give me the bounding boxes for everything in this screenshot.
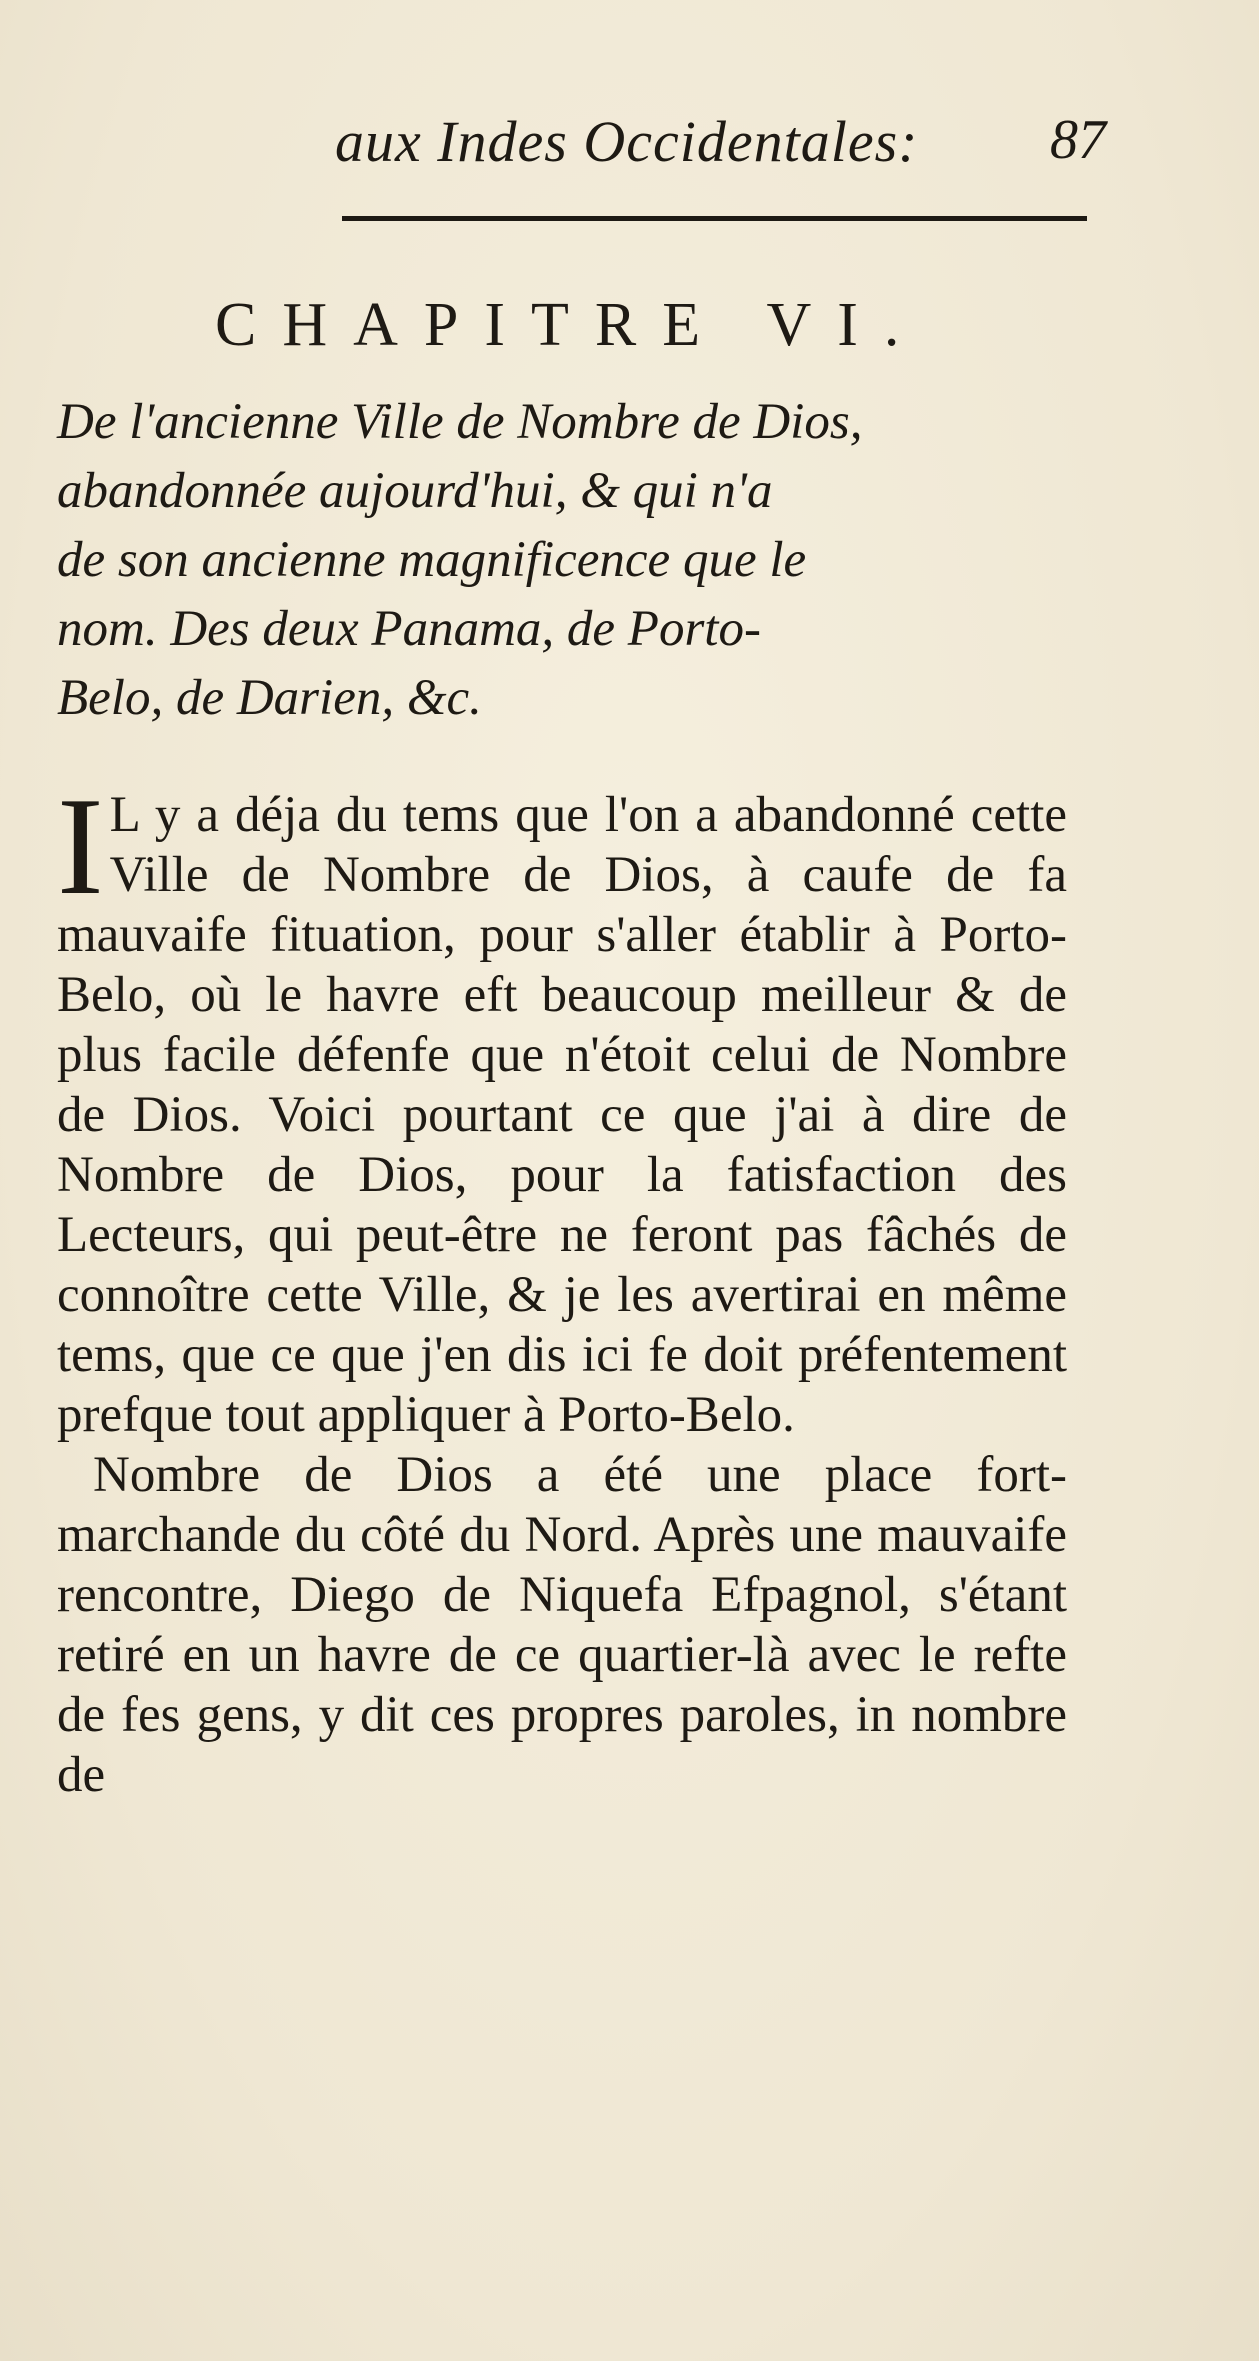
summary-line: nom. Des deux Panama, de Porto-: [57, 601, 761, 657]
body-text: [57, 769, 1067, 1805]
paragraph: Nombre de Dios a été une place fort-marchande du côté du Nord. Après une mauvaife rencontre, Diego de Niquefa Efpagnol, s'étant retiré en un havre de ce quartier-là avec le refte de fes gens, y dit ces propres paroles, in nombre de: [57, 1447, 1067, 1803]
summary-line: de son ancienne magnificence que le: [57, 532, 807, 588]
running-title: aux Indes Occidentales:: [335, 109, 919, 174]
page-number: 87: [1050, 109, 1106, 171]
chapter-title: CHAPITRE VI.: [215, 291, 926, 359]
paragraph: IL y a déja du tems que l'on a abandonné cette Ville de Nombre de Dios, à caufe de fa mauvaife fituation, pour s'aller établir à Porto-Belo, où le havre eft beaucoup meilleur & de plus facile défenfe que n'étoit celui de Nombre de Dios. Voici pourtant ce que j'ai à dire de Nombre de Dios, pour la fatisfaction des Lecteurs, qui peut-être ne feront pas fâchés de connoître cette Ville, & je les avertirai en même tems, que ce que j'en dis ici fe doit préfentement prefque tout appliquer à Porto-Belo.: [57, 769, 1067, 1443]
summary-line: Belo, de Darien, &c.: [57, 670, 482, 726]
chapter-summary: [57, 388, 1067, 733]
running-head: [0, 100, 1259, 180]
summary-line: De l'ancienne Ville de Nombre de Dios,: [57, 394, 863, 450]
header-rule: [342, 216, 1087, 221]
summary-line: abandonnée aujourd'hui, & qui n'a: [57, 463, 773, 519]
